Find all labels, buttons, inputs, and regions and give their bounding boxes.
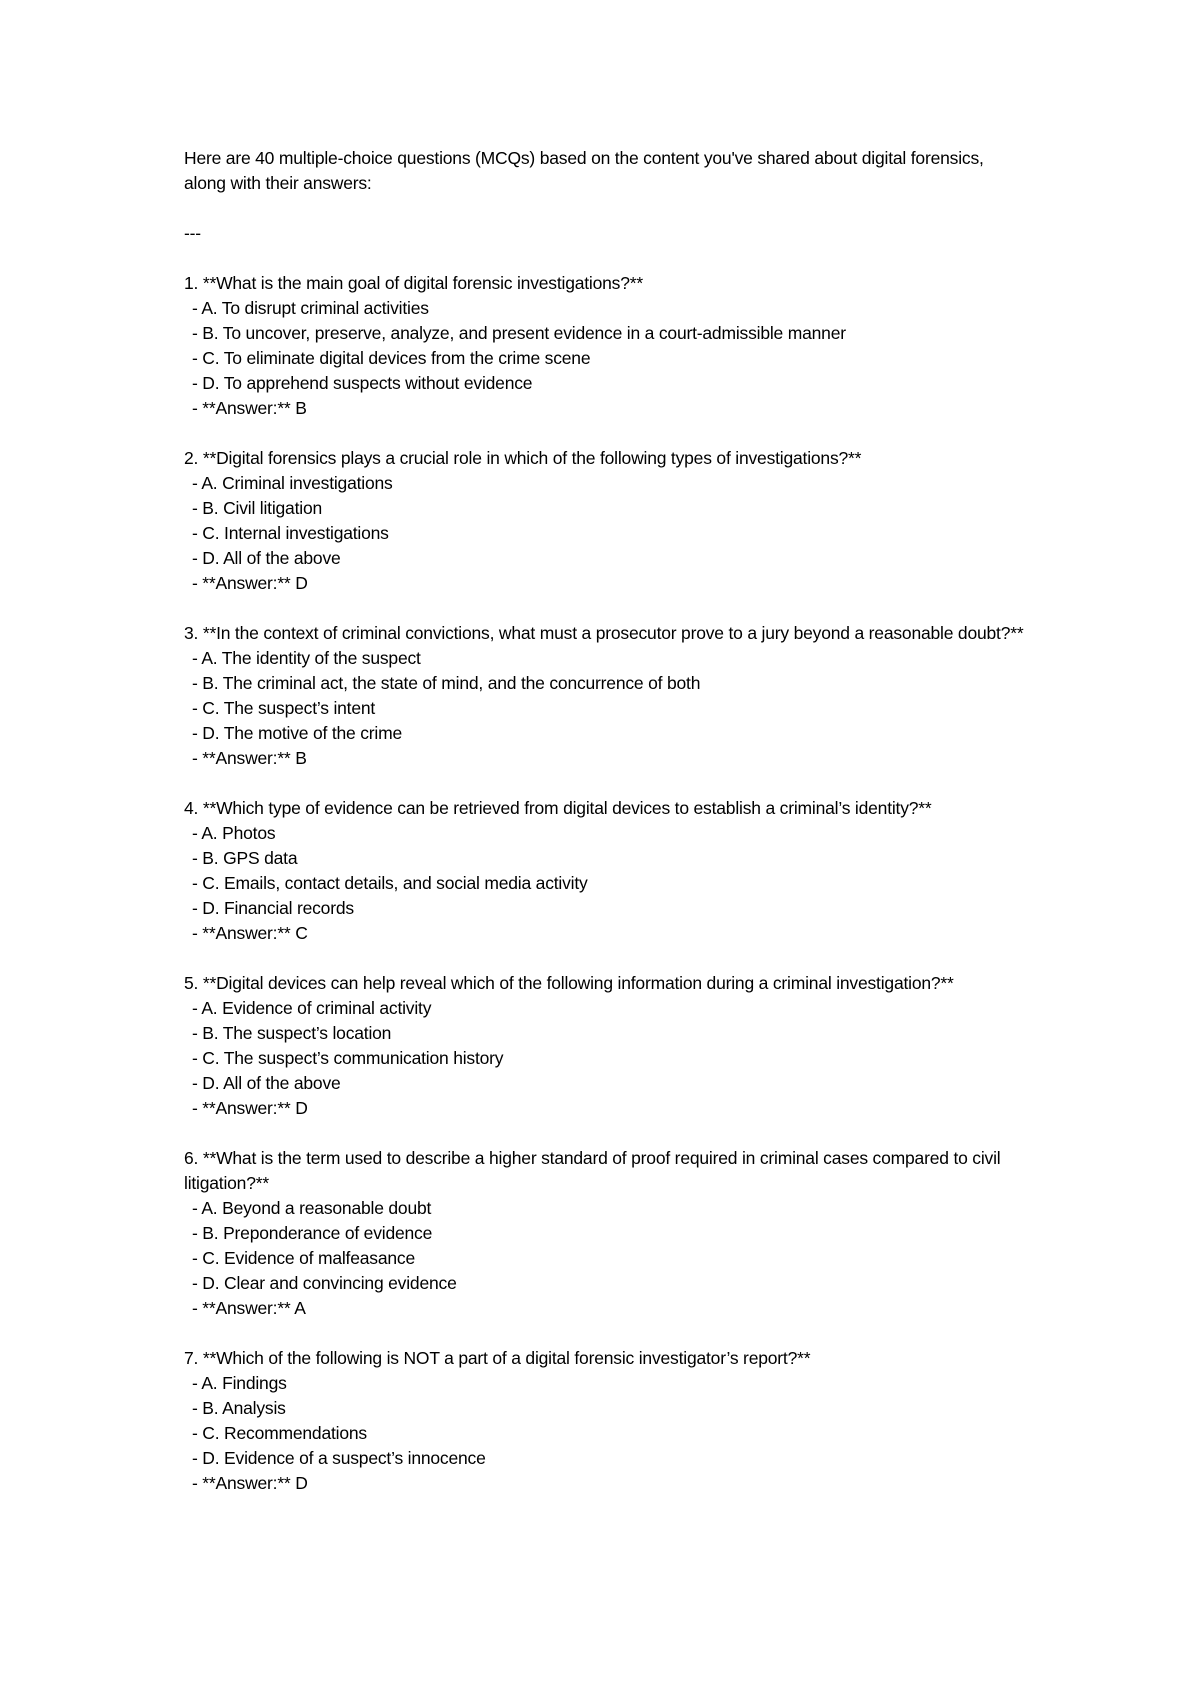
option-c: - C. Recommendations (192, 1423, 367, 1443)
option-d: - D. Clear and convincing evidence (192, 1273, 457, 1293)
answer-line: - **Answer:** A (192, 1298, 306, 1318)
option-b: - B. To uncover, preserve, analyze, and present evidence in a court-admissible manner (192, 323, 846, 343)
option-a: - A. The identity of the suspect (192, 648, 421, 668)
question-block-7 (184, 1346, 1044, 1496)
option-c: - C. Evidence of malfeasance (192, 1248, 415, 1268)
question-block-2 (184, 446, 1044, 596)
option-a: - A. Beyond a reasonable doubt (192, 1198, 432, 1218)
question-text: 1. **What is the main goal of digital forensic investigations?** (184, 273, 643, 293)
question-text: 3. **In the context of criminal convictions, what must a prosecutor prove to a jury beyond a reasonable doubt?** (184, 623, 1024, 643)
question-text: 6. **What is the term used to describe a higher standard of proof required in criminal cases compared to civil litigation?** (184, 1148, 1001, 1193)
answer-line: - **Answer:** D (192, 1098, 308, 1118)
question-block-4 (184, 796, 1044, 946)
question-block-5 (184, 971, 1044, 1121)
option-d: - D. Financial records (192, 898, 354, 918)
document-page (184, 146, 1044, 1521)
option-d: - D. To apprehend suspects without evidence (192, 373, 533, 393)
option-d: - D. All of the above (192, 548, 341, 568)
option-a: - A. Findings (192, 1373, 287, 1393)
option-b: - B. Preponderance of evidence (192, 1223, 433, 1243)
question-block-6 (184, 1146, 1044, 1321)
question-text: 5. **Digital devices can help reveal which of the following information during a criminal investigation?** (184, 973, 954, 993)
option-a: - A. Evidence of criminal activity (192, 998, 432, 1018)
option-b: - B. Civil litigation (192, 498, 323, 518)
answer-line: - **Answer:** D (192, 1473, 308, 1493)
option-d: - D. All of the above (192, 1073, 341, 1093)
option-c: - C. The suspect’s intent (192, 698, 376, 718)
separator: --- (184, 223, 201, 243)
answer-line: - **Answer:** D (192, 573, 308, 593)
option-c: - C. Internal investigations (192, 523, 389, 543)
option-b: - B. Analysis (192, 1398, 286, 1418)
question-text: 2. **Digital forensics plays a crucial role in which of the following types of investigations?** (184, 448, 862, 468)
option-d: - D. The motive of the crime (192, 723, 402, 743)
option-c: - C. The suspect’s communication history (192, 1048, 504, 1068)
option-a: - A. Criminal investigations (192, 473, 393, 493)
question-text: 7. **Which of the following is NOT a part of a digital forensic investigator’s report?** (184, 1348, 811, 1368)
option-b: - B. The suspect’s location (192, 1023, 392, 1043)
question-block-1 (184, 271, 1044, 421)
answer-line: - **Answer:** C (192, 923, 308, 943)
option-d: - D. Evidence of a suspect’s innocence (192, 1448, 486, 1468)
question-text: 4. **Which type of evidence can be retrieved from digital devices to establish a criminal’s identity?** (184, 798, 932, 818)
option-c: - C. Emails, contact details, and social media activity (192, 873, 588, 893)
option-a: - A. Photos (192, 823, 276, 843)
question-block-3 (184, 621, 1044, 771)
answer-line: - **Answer:** B (192, 398, 307, 418)
intro-paragraph: Here are 40 multiple-choice questions (MCQs) based on the content you've shared about digital forensics, along with their answers: (184, 148, 984, 193)
option-a: - A. To disrupt criminal activities (192, 298, 429, 318)
option-c: - C. To eliminate digital devices from the crime scene (192, 348, 591, 368)
option-b: - B. The criminal act, the state of mind, and the concurrence of both (192, 673, 701, 693)
answer-line: - **Answer:** B (192, 748, 307, 768)
option-b: - B. GPS data (192, 848, 298, 868)
